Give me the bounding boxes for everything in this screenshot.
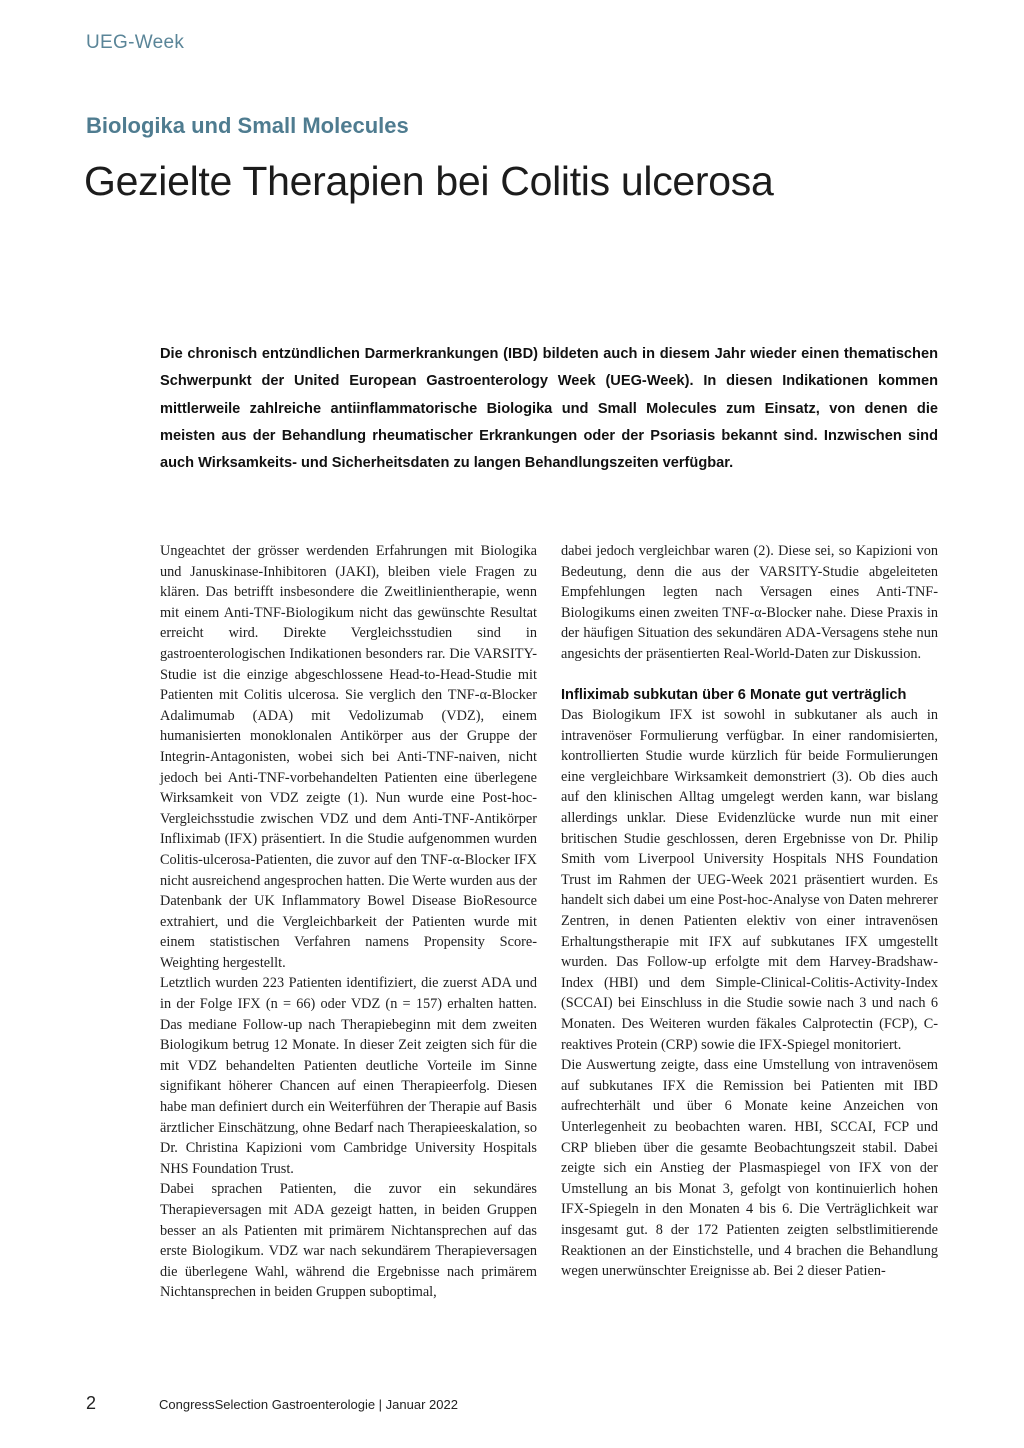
body-paragraph: dabei jedoch vergleichbar waren (2). Diese sei, so Kapizioni von Bedeutung, denn die aus der VARSITY-Studie abgeleiteten Empfehlungen legten nach Versagen eines Anti-TNF-Biologikums einen zweiten TNF-α-Blocker nahe. Diese Praxis in der häufigen Situation des sekundären ADA-Versagens stehe nun angesichts der präsentierten Real-World-Daten zur Diskussion. bbox=[561, 543, 938, 662]
body-paragraph: Dabei sprachen Patienten, die zuvor ein sekundäres Therapieversagen mit ADA gezeigt hatten, in beiden Gruppen besser an als Patienten mit primärem Nichtansprechen auf das erste Biologikum. VDZ war nach sekundärem Therapieversagen die überlegene Wahl, während die Ergebnisse nach primärem Nichtansprechen in beiden Gruppen suboptimal, bbox=[160, 1181, 537, 1301]
page-number: 2 bbox=[86, 1393, 97, 1413]
body-column-left bbox=[160, 541, 537, 1303]
body-column-right bbox=[561, 541, 938, 1282]
body-paragraph: Letztlich wurden 223 Patienten identifiziert, die zuerst ADA und in der Folge IFX (n = 66) oder VDZ (n = 157) erhalten hatten. Das mediane Follow-up nach Therapiebeginn mit dem zweiten Biologikum betrug 12 Monate. In dieser Zeit zeigten sich für die mit VDZ behandelten Patienten deutliche Vorteile im Sinne signifikant höherer Chancen auf einen Therapieerfolg. Diesen habe man definiert durch ein Weiterführen der Therapie auf Basis ärztlicher Einschätzung, ohne Bedarf nach Therapieeskalation, so Dr. Christina Kapizioni vom Cambridge University Hospitals NHS Foundation Trust. bbox=[160, 975, 537, 1177]
body-paragraph: Das Biologikum IFX ist sowohl in subkutaner als auch in intravenöser Formulierung verfügbar. In einer randomisierten, kontrollierten Studie wurde kürzlich für beide Formulierungen eine vergleichbare Wirksamkeit demonstriert (3). Ob dies auch auf den klinischen Alltag umgelegt werden kann, war bislang allerdings unklar. Diese Evidenzlücke wurde nun mit einer britischen Studie geschlossen, deren Ergebnisse von Dr. Philip Smith vom Liverpool University Hospitals NHS Foundation Trust im Rahmen der UEG-Week 2021 präsentiert wurden. Es handelt sich dabei um eine Post-hoc-Analyse von Daten mehrerer Zentren, in denen Patienten elektiv von einer intravenösen Erhaltungstherapie mit IFX auf subkutanes IFX umgestellt wurden. Das Follow-up erfolgte mit dem Harvey-Bradshaw-Index (HBI) und dem Simple-Clinical-Colitis-Activity-Index (SCCAI) bei Einschluss in die Studie sowie nach 3 und nach 6 Monaten. Des Weiteren wurden fäkales Calprotectin (FCP), C-reaktives Protein (CRP) sowie die IFX-Spiegel monitoriert. bbox=[561, 707, 938, 1053]
article-kicker: Biologika und Small Molecules bbox=[86, 113, 409, 138]
running-head: UEG-Week bbox=[86, 32, 185, 53]
body-paragraph: Die Auswertung zeigte, dass eine Umstellung von intravenösem auf subkutanes IFX die Remission bei Patienten mit IBD aufrechterhält und über 6 Monate keine Anzeichen von Unterlegenheit zu beobachten waren. HBI, SCCAI, FCP und CRP blieben über die gesamte Beobachtungszeit stabil. Dabei zeigte sich ein Anstieg der Plasmaspiegel von IFX von der Umstellung an bis Monat 3, gefolgt von kontinuierlich hohen IFX-Spiegeln in den Monaten 4 bis 6. Die Verträglichkeit war insgesamt gut. 8 der 172 Patienten zeigten selbstlimitierende Reaktionen an der Einstichstelle, und 4 brachen die Behandlung wegen unerwünschter Ereignisse ab. Bei 2 dieser Patien- bbox=[561, 1057, 938, 1280]
body-paragraph: Ungeachtet der grösser werdenden Erfahrungen mit Biologika und Januskinase-Inhibitoren (JAKI), bleiben viele Fragen zu klären. Das betrifft insbesondere die Zweitlinientherapie, wenn mit einem Anti-TNF-Biologikum nicht das gewünschte Resultat erreicht wird. Direkte Vergleichsstudien sind in gastroenterologischen Indikationen besonders rar. Die VARSITY-Studie ist die einzige abgeschlossene Head-to-Head-Studie mit Patienten mit Colitis ulcerosa. Sie verglich den TNF-α-Blocker Adalimumab (ADA) mit Vedolizumab (VDZ), einem humanisierten monoklonalen Antikörper aus der Gruppe der Integrin-Antagonisten, wobei sich bei Anti-TNF-naiven, nicht jedoch bei Anti-TNF-vorbehandelten Patienten eine überlegene Wirksamkeit von VDZ zeigte (1). Nun wurde eine Post-hoc-Vergleichsstudie zwischen VDZ und dem Anti-TNF-Antikörper Infliximab (IFX) präsentiert. In die Studie aufgenommen wurden Colitis-ulcerosa-Patienten, die zuvor auf den TNF-α-Blocker IFX nicht ausreichend angesprochen hatten. Die Werte wurden aus der Datenbank der UK Inflammatory Bowel Disease BioResource extrahiert, und die Vergleichbarkeit der Patienten wurde mit einem statistischen Verfahren namens Propensity Score-Weighting hergestellt. bbox=[160, 543, 537, 971]
article-title: Gezielte Therapien bei Colitis ulcerosa bbox=[84, 158, 774, 204]
lead-paragraph: Die chronisch entzündlichen Darmerkrankungen (IBD) bildeten auch in diesem Jahr wieder einen thematischen Schwerpunkt der United European Gastroenterology Week (UEG-Week). In diesen Indikationen kommen mittlerweile zahlreiche antiinflammatorische Biologika und Small Molecules zum Einsatz, von denen die meisten aus der Behandlung rheumatischer Erkrankungen oder der Psoriasis bekannt sind. Inzwischen sind auch Wirksamkeits- und Sicherheitsdaten zu langen Behandlungszeiten verfügbar. bbox=[160, 346, 938, 472]
section-subheading: Infliximab subkutan über 6 Monate gut verträglich bbox=[561, 686, 907, 703]
journal-footer: CongressSelection Gastroenterologie | Januar 2022 bbox=[159, 1397, 458, 1412]
